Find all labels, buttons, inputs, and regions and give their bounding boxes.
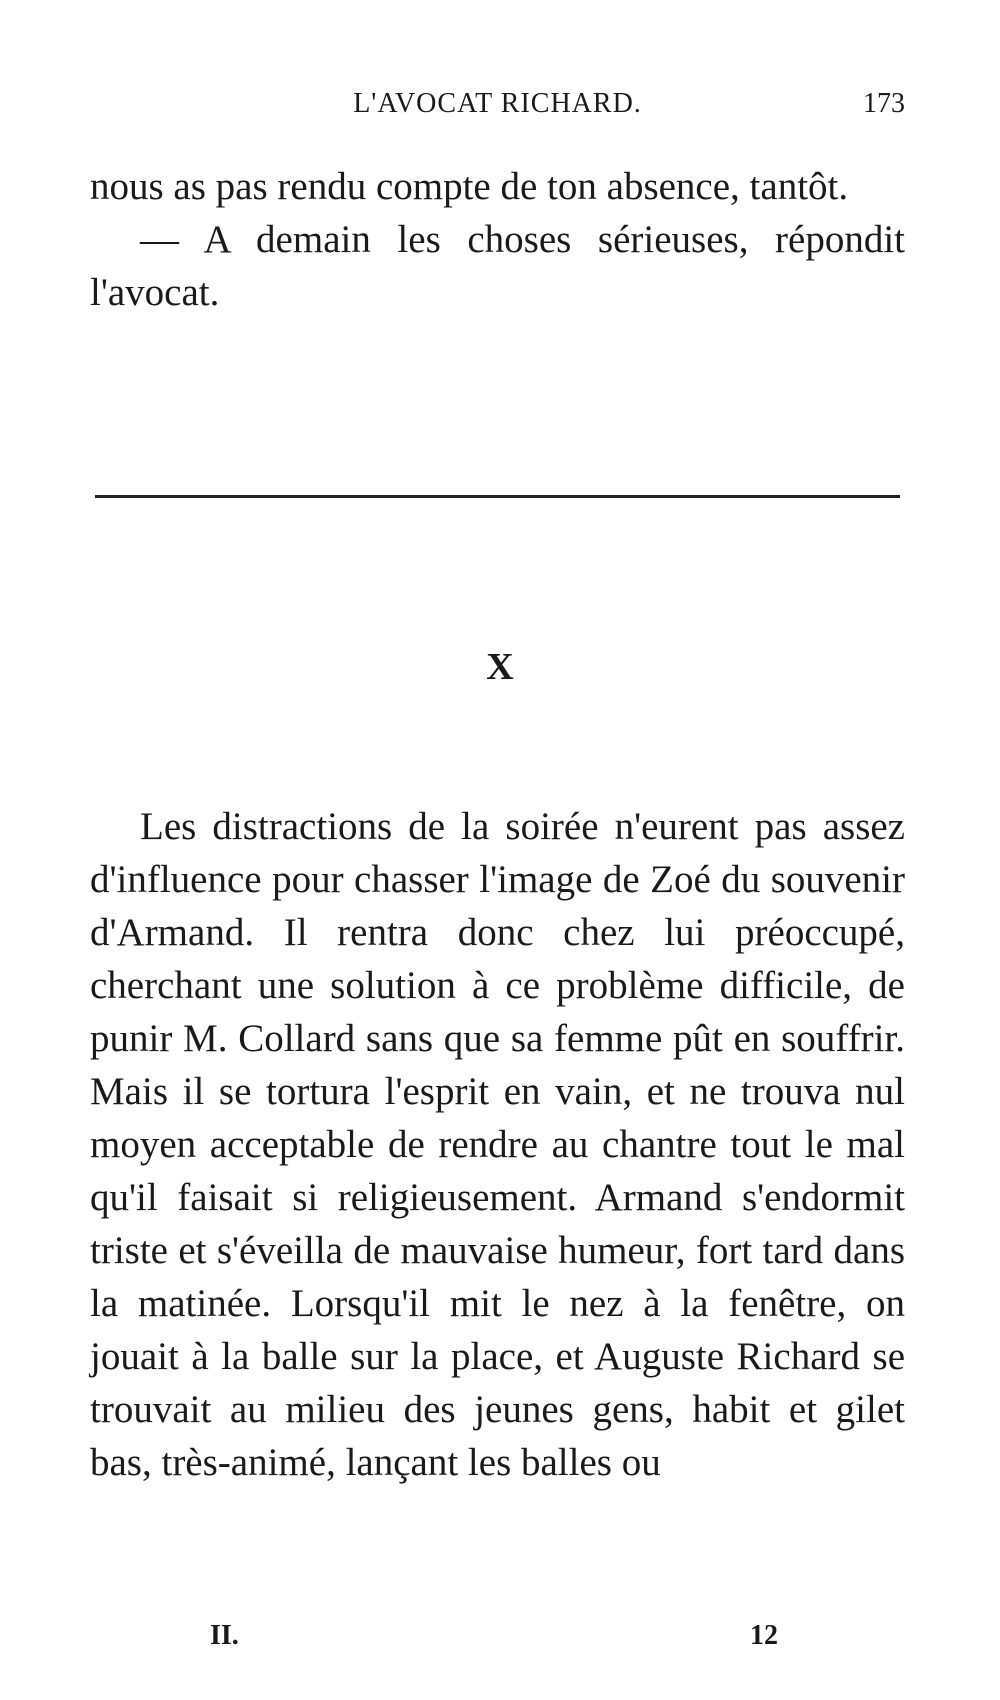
page-number: 173 [863, 88, 905, 119]
section-divider [95, 495, 900, 498]
sheet-number: 12 [750, 1620, 778, 1651]
running-head [90, 88, 905, 124]
continued-text [90, 160, 905, 319]
chapter-number: X [486, 646, 514, 688]
running-title: L'AVOCAT RICHARD. [353, 88, 642, 119]
body-paragraph: Les distractions de la soirée n'eurent pas assez d'influence pour chasser l'image de Zoé du souvenir d'Armand. Il rentra donc chez lui préoccupé, cherchant une solution à ce problème difficile, de punir M. Collard sans que sa femme pût en souffrir. Mais il se tortura l'esprit en vain, et ne trouva nul moyen acceptable de rendre au chantre tout le mal qu'il faisait si religieusement. Armand s'endormit triste et s'éveilla de mauvaise humeur, fort tard dans la matinée. Lorsqu'il mit le nez à la fenêtre, on jouait à la balle sur la place, et Auguste Richard se trouvait au milieu des jeunes gens, habit et gilet bas, très-animé, lançant les balles ou [90, 805, 905, 1484]
chapter-body [90, 800, 905, 1489]
dialogue-paragraph: — A demain les choses sérieuses, répondit l'avocat. [90, 218, 905, 314]
page-footer [90, 1620, 905, 1656]
continuation-paragraph: nous as pas rendu compte de ton absence, tantôt. [90, 165, 849, 208]
signature-mark: II. [210, 1620, 239, 1651]
